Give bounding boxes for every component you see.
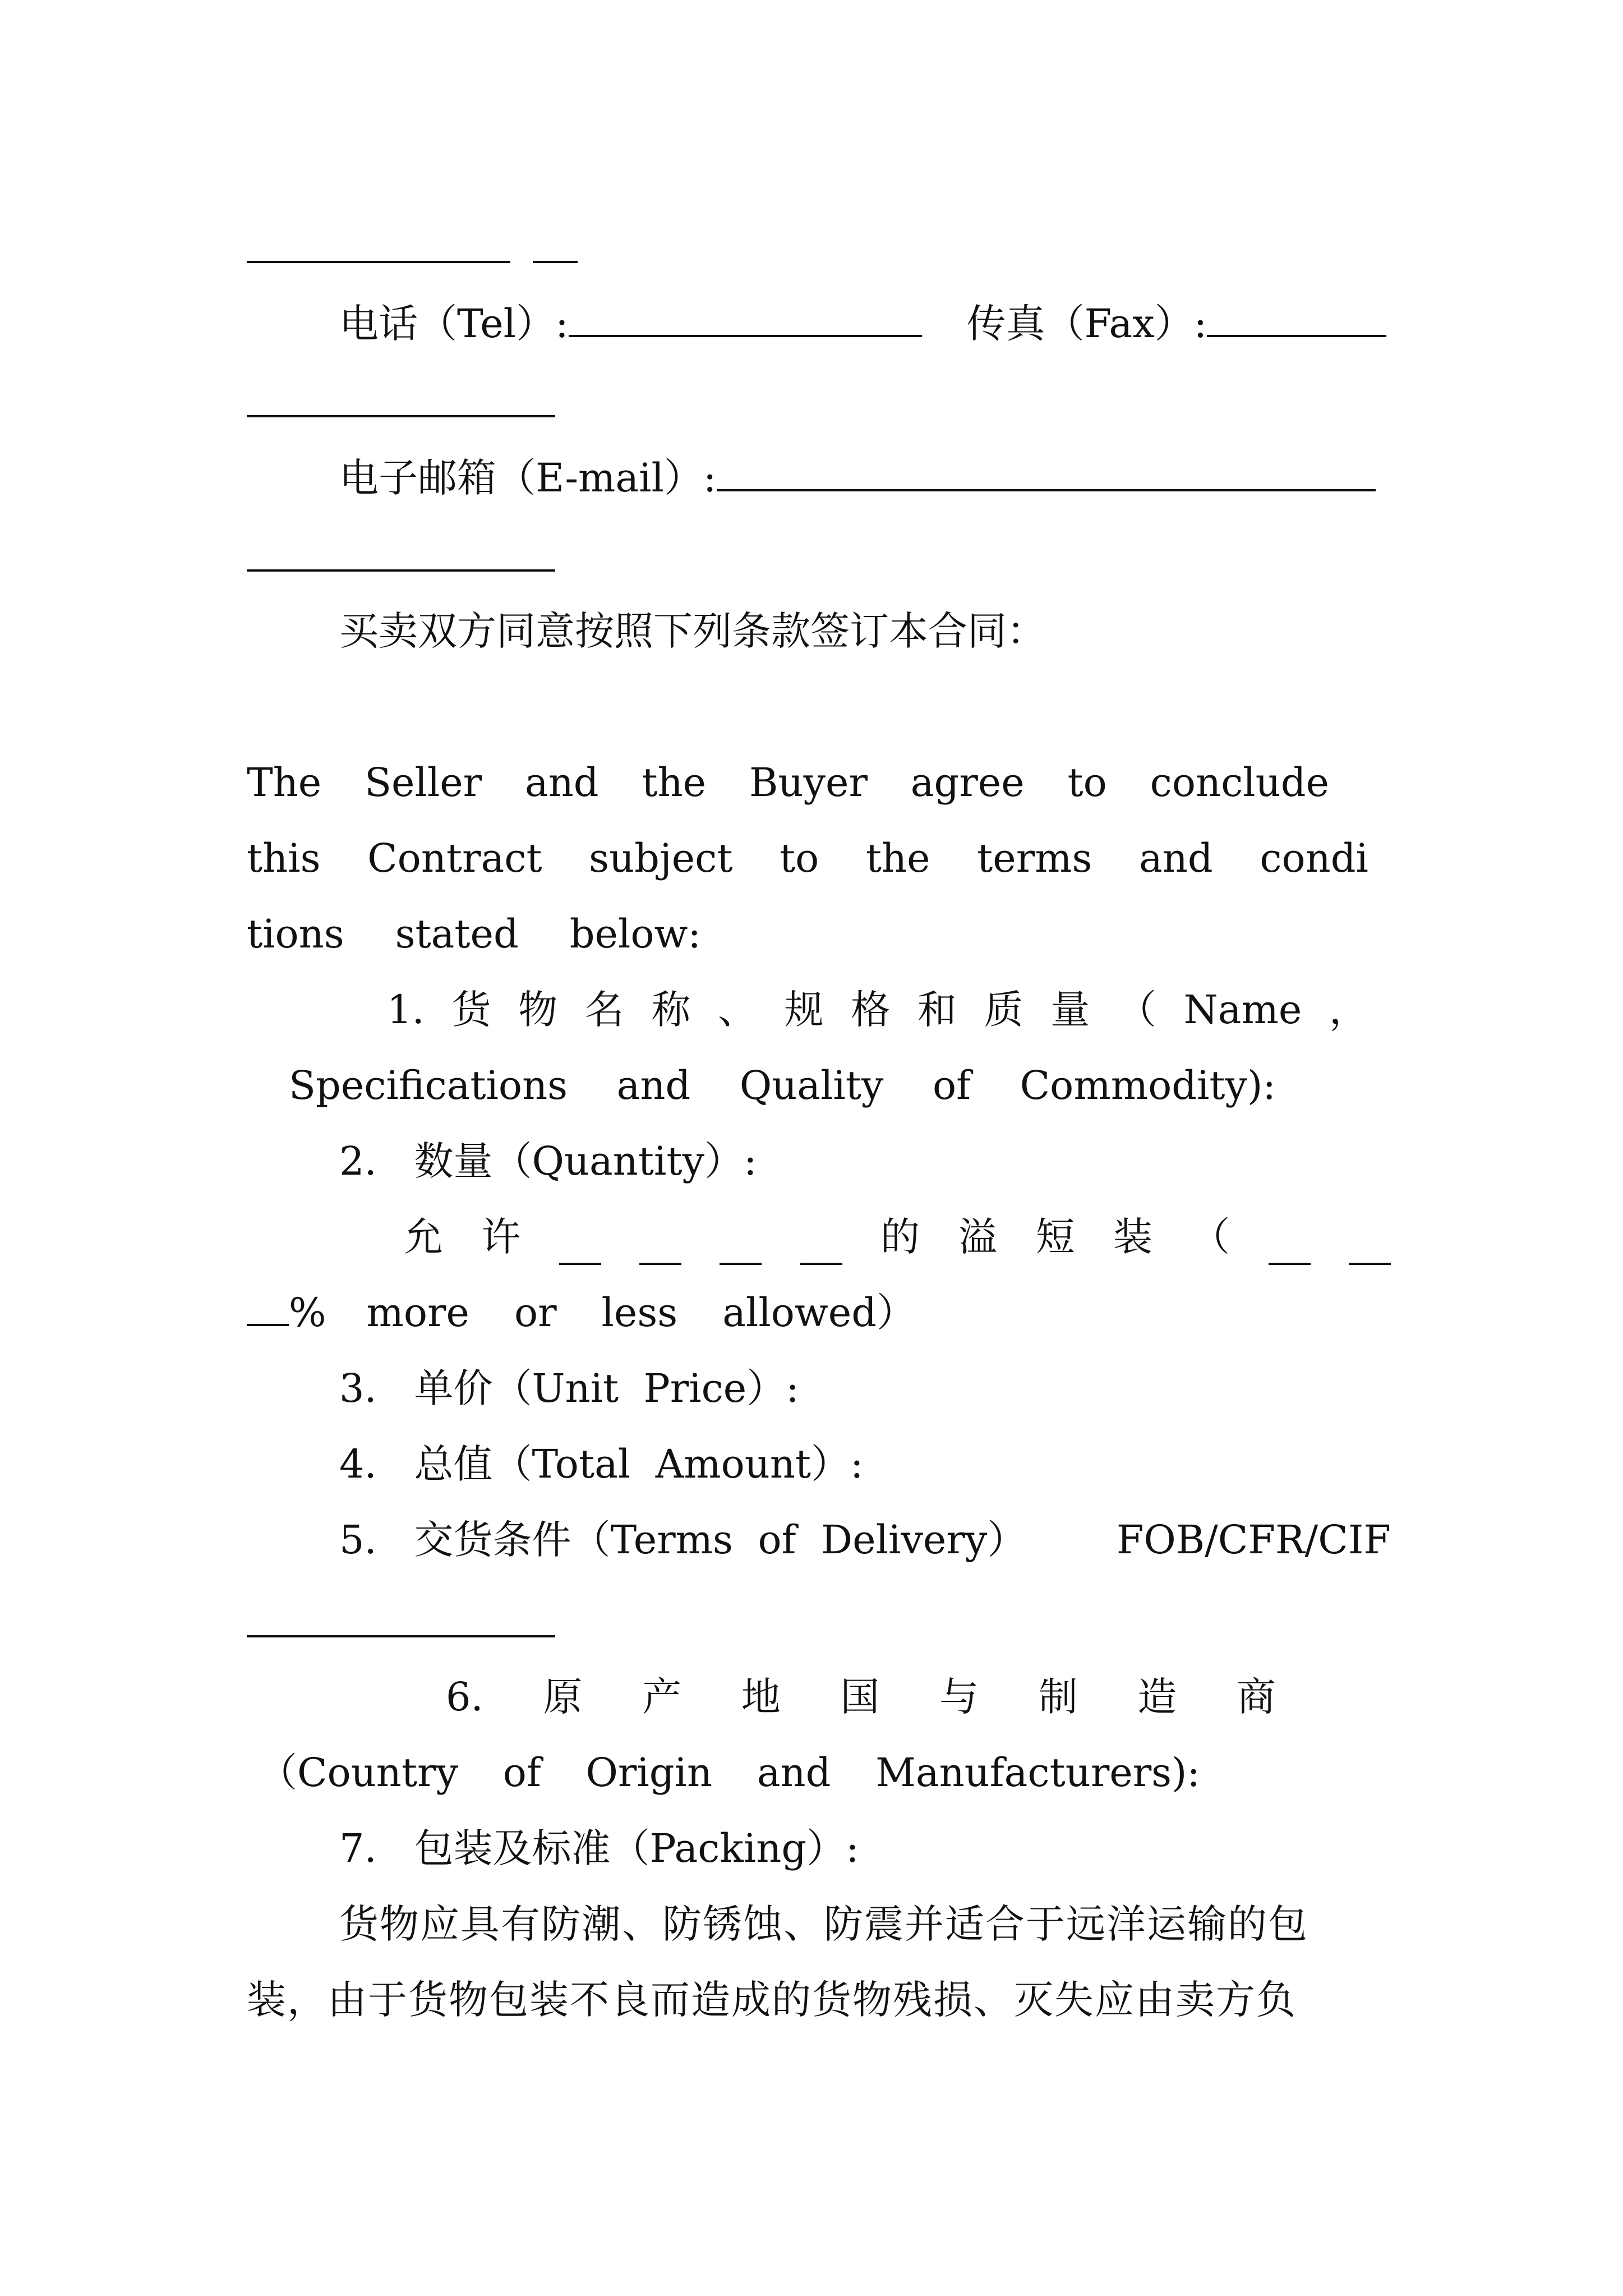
word: The (247, 760, 322, 806)
item-number: 6. (446, 1674, 483, 1720)
email-line (339, 449, 1391, 505)
word: of (933, 1062, 971, 1108)
char: 原 (543, 1674, 583, 1720)
char: 国 (840, 1674, 880, 1720)
percent-blank[interactable] (1269, 1223, 1311, 1265)
item5-delivery-terms (339, 1512, 1391, 1568)
tolerance-line2 (247, 1285, 1200, 1341)
word: conclude (1150, 760, 1329, 806)
item6-line2 (258, 1745, 1200, 1801)
continuation-rule (247, 261, 510, 263)
item3-unit-price: 3. 单价（Unit Price）: (339, 1365, 799, 1411)
word: Seller (365, 760, 482, 806)
tolerance-blank[interactable] (720, 1223, 762, 1265)
email-field[interactable] (717, 449, 1376, 491)
char: 地 (741, 1674, 781, 1720)
word: Buyer (749, 760, 868, 806)
item1-line2 (289, 1057, 1276, 1114)
word: Contract (367, 835, 542, 881)
percent-sign: % (289, 1290, 326, 1336)
tel-field[interactable] (569, 295, 922, 337)
delivery-continuation-rule[interactable] (247, 1635, 555, 1637)
word: stated (395, 911, 519, 957)
word: Manufacturers): (875, 1750, 1200, 1796)
word: below: (569, 911, 701, 957)
word: and (757, 1750, 831, 1796)
word: the (865, 835, 930, 881)
char: 允 (404, 1214, 443, 1260)
char: 许 (481, 1214, 521, 1260)
tolerance-blank[interactable] (559, 1223, 601, 1265)
char: 造 (1137, 1674, 1177, 1720)
char: 产 (642, 1674, 682, 1720)
word: condi (1260, 835, 1368, 881)
char: 的 (880, 1214, 920, 1260)
percent-blank[interactable] (247, 1285, 289, 1326)
item-number: 1. (387, 987, 425, 1033)
fax-label: 传真（Fax）: (966, 301, 1207, 347)
word: and (524, 760, 599, 806)
word: and (1139, 835, 1213, 881)
word: subject (589, 835, 733, 881)
email-continuation-rule[interactable] (247, 569, 555, 572)
char: 名 (584, 987, 624, 1033)
item5-label: 5. 交货条件（Terms of Delivery） (339, 1517, 1027, 1563)
word: of (502, 1750, 541, 1796)
word: Commodity): (1020, 1062, 1276, 1108)
word: （Country (258, 1750, 459, 1796)
agreement-en-line3 (247, 906, 701, 962)
char: 质 (984, 987, 1023, 1033)
word: to (780, 835, 819, 881)
fax-continuation-rule[interactable] (247, 415, 555, 417)
word: tions (247, 911, 344, 957)
item6-line1 (446, 1669, 1276, 1725)
item1-line1 (387, 982, 1368, 1038)
word: the (642, 760, 707, 806)
word: terms (977, 835, 1092, 881)
item2-quantity: 2. 数量（Quantity）: (339, 1138, 757, 1184)
tolerance-blank[interactable] (639, 1223, 681, 1265)
item5-terms: FOB/CFR/CIF (1116, 1517, 1391, 1563)
percent-blank[interactable] (1349, 1223, 1391, 1265)
item7-packing: 7. 包装及标准（Packing）: (339, 1825, 859, 1871)
char: 格 (851, 987, 891, 1033)
word: and (616, 1062, 691, 1108)
agreement-cn: 买卖双方同意按照下列条款签订本合同： (339, 608, 1046, 654)
word: Quality (739, 1062, 884, 1108)
continuation-rule-short (533, 261, 578, 263)
char: 规 (784, 987, 824, 1033)
char: 和 (917, 987, 957, 1033)
word: less (601, 1290, 678, 1336)
char: 与 (939, 1674, 979, 1720)
char: 物 (518, 987, 558, 1033)
item4-total-amount: 4. 总值（Total Amount）: (339, 1441, 864, 1487)
char: 装 (1113, 1214, 1152, 1260)
agreement-en-line2 (247, 830, 1368, 886)
char: （ (1191, 1214, 1230, 1260)
tolerance-blank[interactable] (800, 1223, 842, 1265)
char: 称 (651, 987, 691, 1033)
word: agree (910, 760, 1025, 806)
email-label: 电子邮箱（E-mail）: (339, 455, 717, 501)
word: this (247, 835, 321, 881)
fax-field[interactable] (1207, 295, 1386, 337)
word: to (1067, 760, 1107, 806)
word: or (514, 1290, 557, 1336)
char: ， (1329, 987, 1368, 1033)
word: Origin (585, 1750, 713, 1796)
char: 商 (1236, 1674, 1276, 1720)
packing-text-line2: 装，由于货物包装不良而造成的货物残损、灭失应由卖方负 (247, 1977, 1297, 2023)
tolerance-line1 (404, 1209, 1391, 1265)
packing-text-line1: 货物应具有防潮、防锈蚀、防震并适合于远洋运输的包 (339, 1901, 1308, 1947)
word: allowed） (722, 1290, 916, 1336)
word: Specifications (289, 1062, 568, 1108)
char: 货 (451, 987, 491, 1033)
char: 短 (1035, 1214, 1075, 1260)
tel-label: 电话（Tel）: (339, 301, 569, 347)
agreement-en-line1 (247, 754, 1329, 811)
word: more (366, 1290, 469, 1336)
tel-fax-line (339, 295, 1391, 351)
char: 量 (1050, 987, 1090, 1033)
char: 、 (718, 987, 757, 1033)
char: Name (1183, 987, 1302, 1033)
char: 制 (1038, 1674, 1078, 1720)
char: 溢 (958, 1214, 998, 1260)
char: （ (1117, 987, 1156, 1033)
